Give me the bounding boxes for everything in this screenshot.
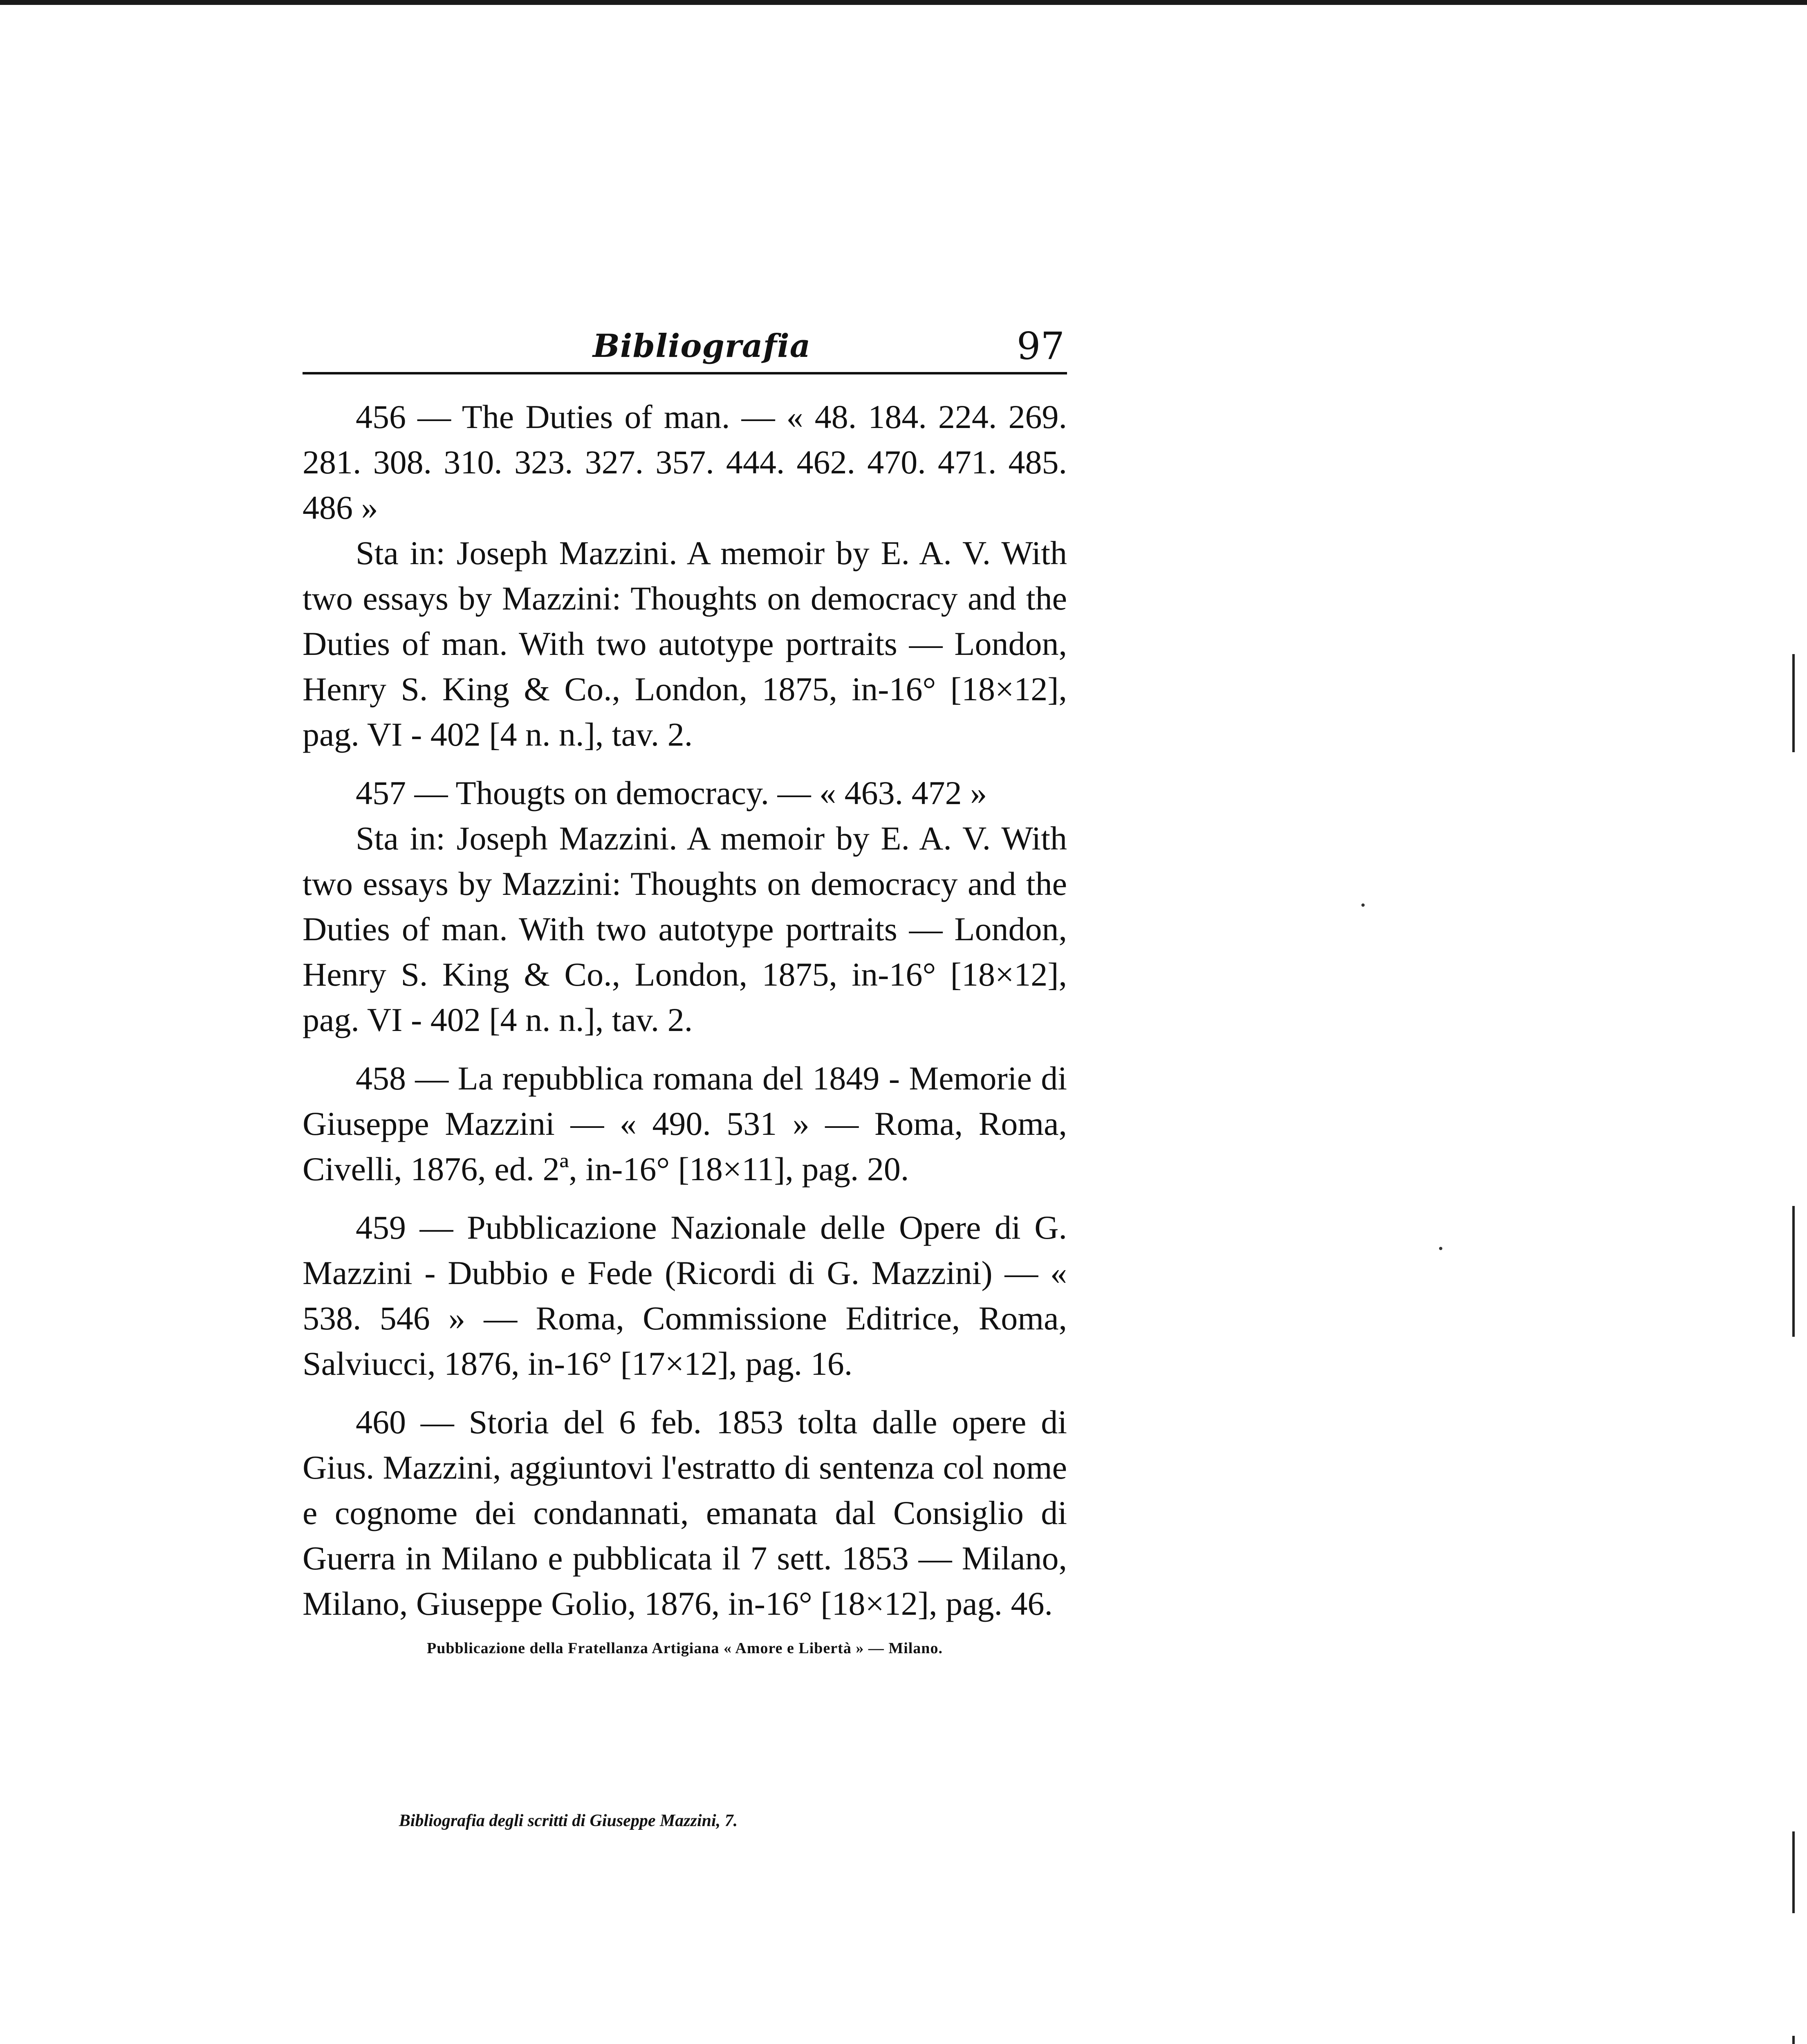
printer-imprint: Pubblicazione della Fratellanza Artigiana « Amore e Libertà » — Milano.: [427, 1640, 943, 1657]
entry-title: Storia del 6 feb. 1853 tolta dalle opere di Gius. Mazzini, aggiuntovi l'estratto di sentenza col nome e cognome dei condannati, emanata dal Consiglio di Guerra in Milano e pubblicata il 7 sett. 1853 — Milano, Milano, Giuseppe Golio, 1876, in-16° [18×12], pag. 46.: [303, 1403, 1067, 1622]
entry-number: 457: [356, 774, 406, 811]
book-page: [303, 323, 1067, 1836]
entry-source: Sta in: Joseph Mazzini. A memoir by E. A. V. With two essays by Mazzini: Thoughts on democracy and the Duties of man. With two autotype portraits — London, Henry S. King & Co., London, 1875, in-16° [18×12], pag. VI - 402 [4 n. n.], tav. 2.: [303, 534, 1067, 753]
entry-number: 456: [356, 398, 406, 435]
entry-headline: 460 — Storia del 6 feb. 1853 tolta dalle opere di Gius. Mazzini, aggiuntovi l'estratto di sentenza col nome e cognome dei condannati, emanata dal Consiglio di Guerra in Milano e pubblicata il 7 sett. 1853 — Milano, Milano, Giuseppe Golio, 1876, in-16° [18×12], pag. 46.: [303, 1403, 1067, 1622]
entry-number: 460: [356, 1403, 406, 1441]
running-title: Bibliografia: [593, 327, 811, 365]
bibliography-entry: [303, 770, 1067, 1042]
scan-right-mark: [1792, 1206, 1795, 1337]
entry-title: Pubblicazione Nazionale delle Opere di G. Mazzini - Dubbio e Fede (Ricordi di G. Mazzini) — « 538. 546 » — Roma, Commissione Editrice, Roma, Salviucci, 1876, in-16° [17×12], pag. 16.: [303, 1209, 1067, 1382]
scan-speck: [1361, 903, 1365, 907]
entry-title: La repubblica romana del 1849 - Memorie di Giuseppe Mazzini — « 490. 531 » — Roma, Roma, Civelli, 1876, ed. 2ª, in-16° [18×11], pag. 20.: [303, 1060, 1067, 1188]
scan-speck: [1439, 1247, 1442, 1250]
running-head: [303, 323, 1067, 374]
scan-right-mark: [1792, 1831, 1795, 1913]
bibliography-entry: [303, 394, 1067, 757]
signature-line: Bibliografia degli scritti di Giuseppe Mazzini, 7.: [399, 1811, 738, 1830]
entry-headline: 457 — Thougts on democracy. — « 463. 472 »: [356, 774, 987, 811]
entry-number: 459: [356, 1209, 406, 1246]
bibliography-entries: [303, 394, 1067, 1626]
entry-title: Thougts on democracy. — « 463. 472 »: [455, 774, 987, 811]
entry-headline: 458 — La repubblica romana del 1849 - Memorie di Giuseppe Mazzini — « 490. 531 » — Roma, Roma, Civelli, 1876, ed. 2ª, in-16° [18×11], pag. 20.: [303, 1060, 1067, 1188]
scan-right-mark: [1792, 654, 1795, 752]
entry-title: The Duties of man. — « 48. 184. 224. 269. 281. 308. 310. 323. 327. 357. 444. 462. 470. 471. 485. 486 »: [303, 398, 1067, 526]
entry-headline: 459 — Pubblicazione Nazionale delle Opere di G. Mazzini - Dubbio e Fede (Ricordi di G. Mazzini) — « 538. 546 » — Roma, Commissione Editrice, Roma, Salviucci, 1876, in-16° [17×12], pag. 16.: [303, 1209, 1067, 1382]
bibliography-entry: [303, 1205, 1067, 1386]
bibliography-entry: [303, 1056, 1067, 1192]
entry-number: 458: [356, 1060, 406, 1097]
bibliography-entry: [303, 1399, 1067, 1626]
page-number: 97: [1016, 324, 1065, 368]
scan-top-edge: [0, 0, 1807, 5]
entry-source: Sta in: Joseph Mazzini. A memoir by E. A. V. With two essays by Mazzini: Thoughts on democracy and the Duties of man. With two autotype portraits — London, Henry S. King & Co., London, 1875, in-16° [18×12], pag. VI - 402 [4 n. n.], tav. 2.: [303, 820, 1067, 1038]
scan-right-mark: [1792, 2036, 1795, 2044]
entry-headline: 456 — The Duties of man. — « 48. 184. 224. 269. 281. 308. 310. 323. 327. 357. 444. 462. 470. 471. 485. 486 »: [303, 398, 1067, 526]
